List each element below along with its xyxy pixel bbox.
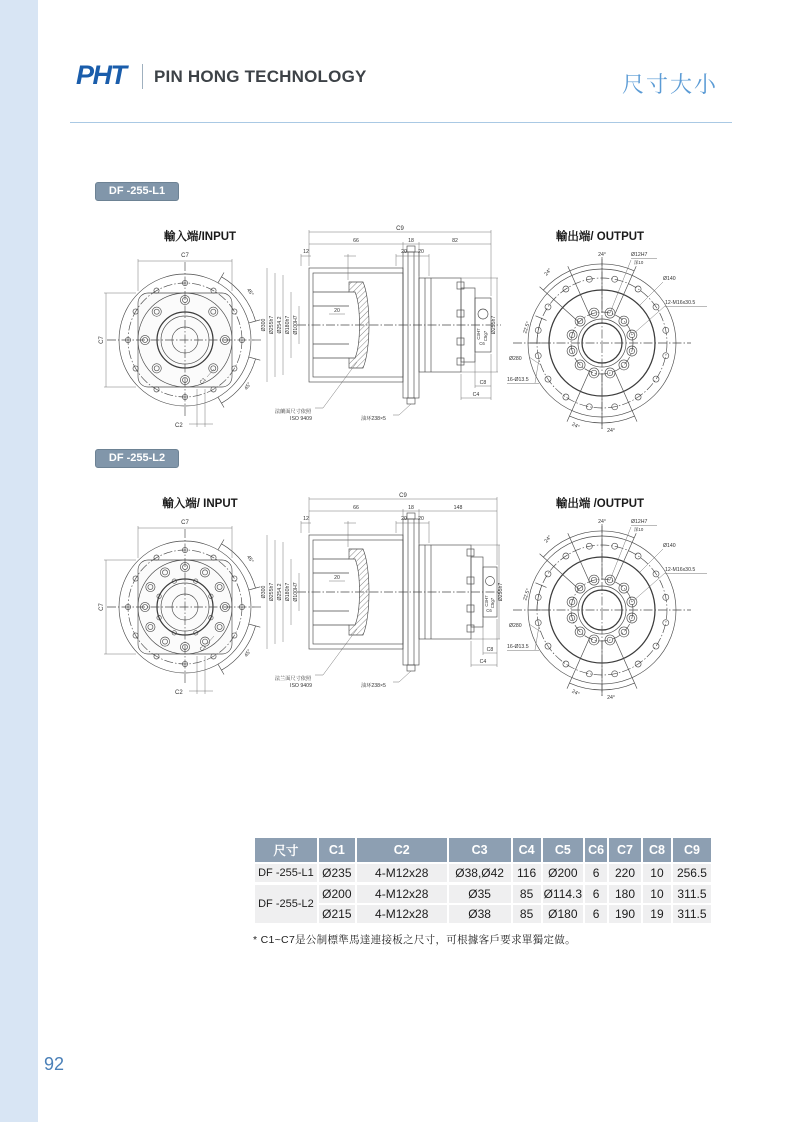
dim-66: 66: [353, 238, 359, 244]
value-cell: 19: [642, 904, 672, 924]
table-row: [254, 904, 712, 924]
output-view-title-l1: 輸出端/ OUTPUT: [555, 231, 645, 243]
value-cell: Ø35: [448, 884, 512, 905]
model-badge-l1: DF -255-L1: [95, 182, 179, 201]
col-header: 尺寸: [254, 837, 318, 863]
value-cell: Ø200: [542, 863, 584, 884]
table-row: [254, 884, 712, 905]
dim-45-bottom: 45°: [243, 381, 253, 392]
value-cell: 6: [584, 863, 608, 884]
value-cell: 85: [512, 904, 542, 924]
dim-24-top1: 24°: [598, 519, 606, 525]
cross-section-drawing-l2: [253, 489, 503, 689]
value-cell: Ø38: [448, 904, 512, 924]
page-number: 92: [44, 1054, 65, 1074]
dim-dia254: Ø254.2: [277, 316, 283, 334]
value-cell: 190: [608, 904, 642, 924]
model-badge-l2: DF -255-L2: [95, 449, 179, 468]
output-flange-drawing-l1: [505, 243, 715, 438]
dim-dia300: Ø300: [261, 318, 267, 332]
dim-c6: C6: [479, 341, 485, 346]
input-flange-drawing-l2: [93, 510, 273, 700]
dim-66: 66: [353, 505, 359, 511]
input-view-title-l2: 輸入端/ INPUT: [162, 498, 238, 510]
value-cell: 85: [512, 884, 542, 905]
dimension-table: [253, 836, 713, 925]
col-header: C1: [318, 837, 356, 863]
value-cell: 6: [584, 884, 608, 905]
dim-bolts12: 12-M16x30.5: [665, 300, 696, 306]
col-header: C5: [542, 837, 584, 863]
col-header: C3: [448, 837, 512, 863]
dim-c5: C5g7: [490, 597, 495, 609]
value-cell: Ø38,Ø42: [448, 863, 512, 884]
value-cell: 311.5: [672, 884, 712, 905]
dim-c1: C1: [198, 643, 208, 653]
col-header: C2: [356, 837, 448, 863]
dim-holes16: 16-Ø13.5: [507, 377, 529, 383]
dim-18: 18: [408, 505, 414, 511]
value-cell: 4-M12x28: [356, 884, 448, 905]
oil-ring-note: 油环238×5: [361, 683, 386, 689]
dim-dia255-left: Ø255h7: [269, 582, 275, 602]
value-cell: 10: [642, 884, 672, 905]
dim-dia180: Ø180h7: [285, 582, 291, 602]
col-header: C8: [642, 837, 672, 863]
dim-dia140: Ø140: [663, 276, 676, 282]
dim-20b: 20: [418, 249, 424, 255]
dim-20a: 20: [401, 516, 407, 522]
dim-18: 18: [408, 238, 414, 244]
dim-225deg: 22.5°: [522, 587, 532, 602]
dim-dia180: Ø180h7: [285, 315, 291, 335]
dim-24-top1: 24°: [598, 252, 606, 258]
dim-c3: C3H7: [476, 328, 481, 340]
dim-c8: C8: [486, 647, 494, 653]
model-cell: DF -255-L1: [254, 863, 318, 884]
dim-dia100: Ø100H7: [293, 315, 299, 335]
col-header: C7: [608, 837, 642, 863]
dim-dia12: Ø12H7: [631, 252, 648, 258]
dim-c7-left: C7: [99, 603, 105, 611]
dim-dia100: Ø100H7: [293, 582, 299, 602]
dim-c7-top: C7: [181, 253, 189, 259]
dim-seg-len: 82: [452, 238, 458, 244]
value-cell: 10: [642, 863, 672, 884]
dim-dia280: Ø280: [509, 356, 522, 362]
model-cell: DF -255-L2: [254, 884, 318, 925]
value-cell: 311.5: [672, 904, 712, 924]
dim-c1: C1: [198, 376, 208, 386]
dim-c4: C4: [479, 659, 487, 665]
output-view-title-l2: 輸出端 /OUTPUT: [555, 498, 645, 510]
dim-24-bot1: 24°: [570, 688, 581, 698]
dim-c8: C8: [479, 380, 487, 386]
dim-45-top: 45°: [245, 287, 255, 298]
dim-c3: C3H7: [484, 595, 489, 607]
value-cell: 116: [512, 863, 542, 884]
dim-key20: 20: [334, 308, 340, 314]
dim-dia255-right: Ø255h7: [491, 315, 497, 335]
dim-dia12: Ø12H7: [631, 519, 648, 525]
dim-dia300: Ø300: [261, 585, 267, 599]
dim-c6: C6: [486, 608, 492, 613]
dim-c7-top: C7: [181, 520, 189, 526]
page-title: 尺寸大小: [621, 72, 718, 97]
dim-dia255-left: Ø255h7: [269, 315, 275, 335]
col-header: C9: [672, 837, 712, 863]
col-header: C4: [512, 837, 542, 863]
dim-bolts12: 12-M16x30.5: [665, 567, 696, 573]
value-cell: 4-M12x28: [356, 863, 448, 884]
dim-c2: C2: [175, 423, 183, 429]
input-view-title-l1: 輸入端/INPUT: [163, 231, 237, 243]
left-accent-bar: [0, 0, 38, 1122]
dim-depth10: 深10: [634, 260, 644, 265]
dim-12: 12: [303, 516, 309, 522]
dim-45-bottom: 45°: [243, 648, 253, 659]
dim-c2: C2: [175, 690, 183, 696]
dim-c9: C9: [396, 226, 404, 232]
dim-225deg: 22.5°: [522, 320, 532, 335]
dim-24-top2: 24°: [543, 267, 554, 278]
dim-depth10: 深10: [634, 527, 644, 532]
value-cell: Ø215: [318, 904, 356, 924]
value-cell: Ø114.3: [542, 884, 584, 905]
dim-45-top: 45°: [245, 554, 255, 565]
flange-note-line2: ISO 9409: [290, 416, 312, 422]
pht-logo: PHT: [76, 60, 126, 90]
dim-seg-len: 148: [453, 505, 463, 511]
value-cell: Ø235: [318, 863, 356, 884]
col-header: C6: [584, 837, 608, 863]
dim-c4: C4: [472, 392, 480, 398]
cross-section-drawing-l1: [253, 222, 503, 422]
value-cell: 220: [608, 863, 642, 884]
dim-24-bot1: 24°: [570, 421, 581, 431]
flange-note-line2: ISO 9409: [290, 683, 312, 689]
header-rule: [70, 122, 732, 123]
dim-dia255-right: Ø255h7: [498, 582, 504, 602]
table-footnote: * C1~C7是公制標準馬達連接板之尺寸，可根據客戶要求單獨定做。: [253, 934, 576, 946]
dim-20a: 20: [401, 249, 407, 255]
dimension-table-section: [253, 836, 713, 947]
value-cell: 256.5: [672, 863, 712, 884]
value-cell: 180: [608, 884, 642, 905]
output-flange-drawing-l2: [505, 510, 715, 705]
input-flange-drawing-l1: [93, 243, 273, 433]
dim-24-top2: 24°: [543, 534, 554, 545]
flange-note-line1: 法蘭面尺寸依照: [274, 409, 312, 415]
logo-divider: [142, 64, 143, 89]
dim-24-bot2: 24°: [607, 428, 615, 434]
dim-24-bot2: 24°: [607, 695, 615, 701]
flange-note-line1: 法兰面尺寸依照: [274, 676, 312, 682]
dim-key20: 20: [334, 575, 340, 581]
table-row: [254, 863, 712, 884]
dim-c5: C5g7: [483, 330, 488, 342]
value-cell: 4-M12x28: [356, 904, 448, 924]
dim-dia254: Ø254.2: [277, 583, 283, 601]
dim-holes16: 16-Ø13.5: [507, 644, 529, 650]
value-cell: Ø200: [318, 884, 356, 905]
dim-dia280: Ø280: [509, 623, 522, 629]
oil-ring-note: 油环238×5: [361, 416, 386, 422]
dim-12: 12: [303, 249, 309, 255]
dim-dia140: Ø140: [663, 543, 676, 549]
dim-c9: C9: [399, 493, 407, 499]
value-cell: 6: [584, 904, 608, 924]
table-header-row: [254, 837, 712, 863]
value-cell: Ø180: [542, 904, 584, 924]
company-name: PIN HONG TECHNOLOGY: [154, 67, 367, 86]
dim-c7-left: C7: [99, 336, 105, 344]
dim-20b: 20: [418, 516, 424, 522]
